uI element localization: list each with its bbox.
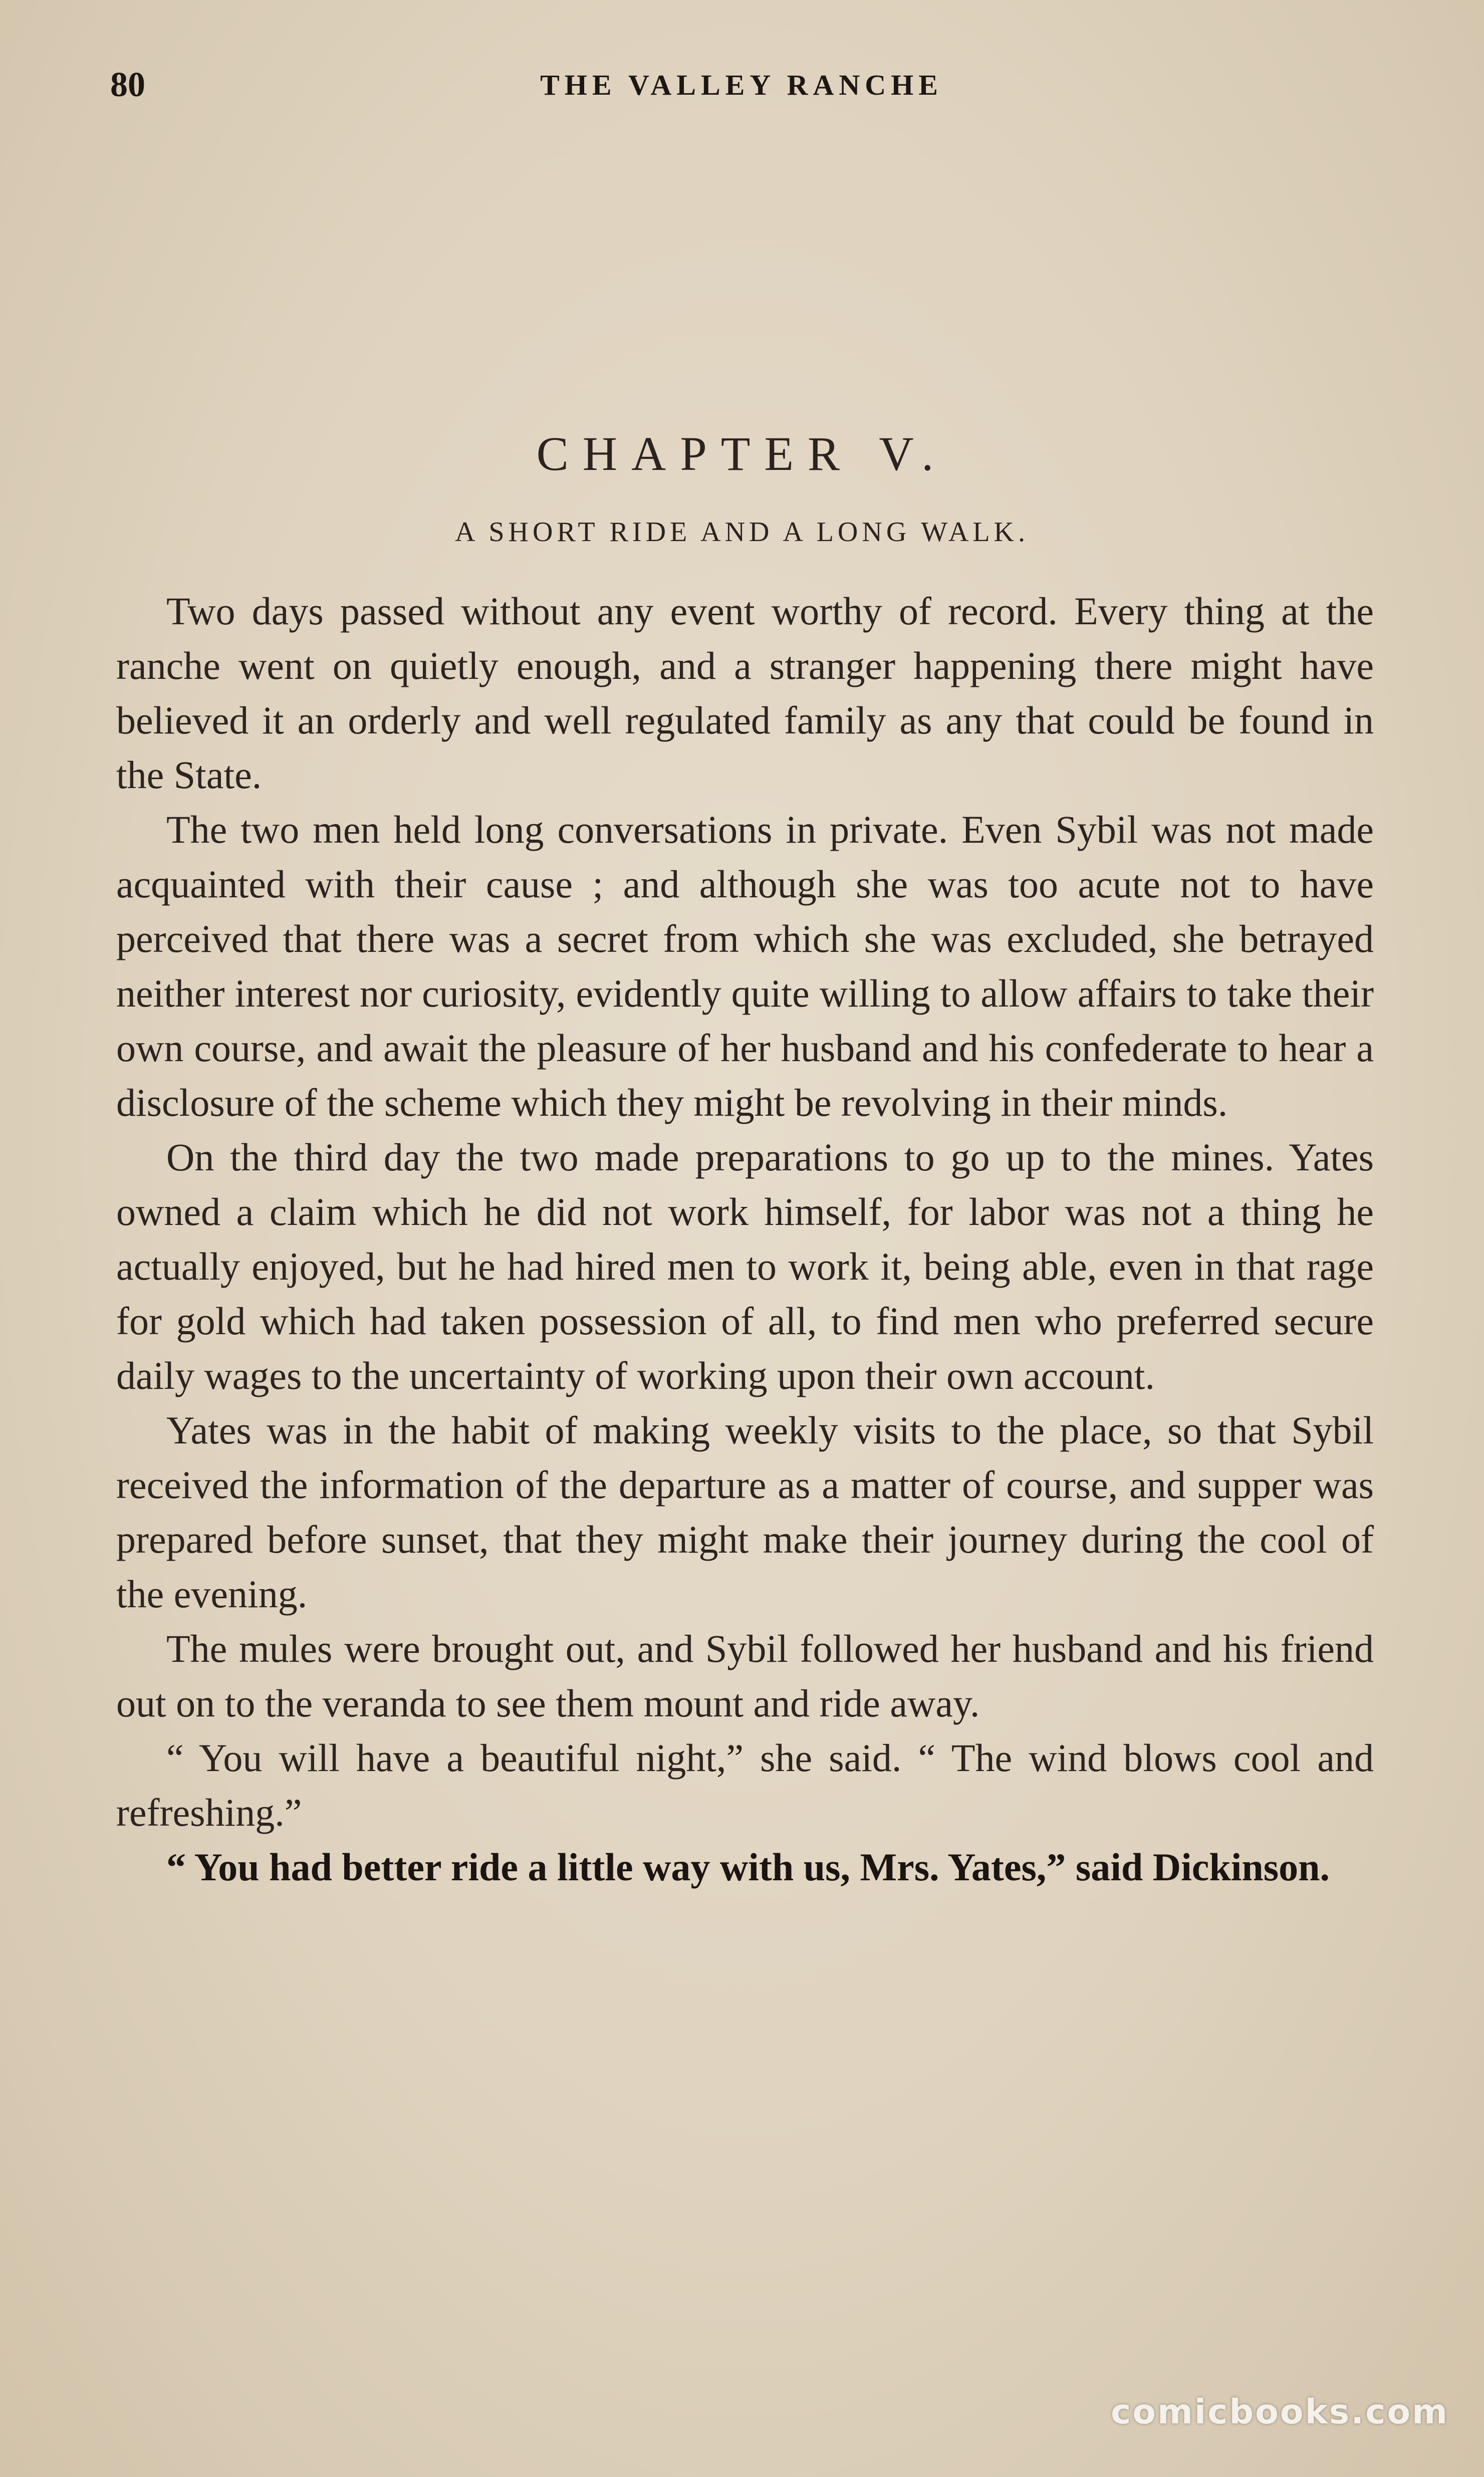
paragraph: “ You will have a beautiful night,” she said. “ The wind blows cool and refreshing.” [116,1736,1374,1834]
chapter-subtitle: A SHORT RIDE AND A LONG WALK. [455,517,1029,548]
chapter-title: CHAPTER V. [536,427,948,480]
paragraph: The two men held long conversations in private. Even Sybil was not made acquainted with their cause ; and although she was too acute not to have perceived that there was a secret from which she was excluded, she betrayed neither interest nor curiosity, evidently quite willing to allow affairs to take their own course, and await the pleasure of her husband and his confederate to hear a disclosure of the scheme which they might be revolving in their minds. [116,808,1374,1124]
paragraph: “ You had better ride a little way with us, Mrs. Yates,” said Dickinson. [166,1845,1330,1889]
paragraph: Yates was in the habit of making weekly visits to the place, so that Sybil received the information of the departure as a matter of course, and supper was prepared before sunset, that they might make their journey during the cool of the evening. [116,1408,1374,1616]
body-text [116,584,1374,1894]
page-number: 80 [110,66,145,104]
watermark: comicbooks.com [1110,2392,1449,2432]
paragraph: The mules were brought out, and Sybil followed her husband and his friend out on to the veranda to see them mount and ride away. [116,1627,1374,1725]
book-title: THE VALLEY RANCHE [540,69,943,101]
paragraph: On the third day the two made preparations to go up to the mines. Yates owned a claim which he did not work himself, for labor was not a thing he actually enjoyed, but he had hired men to work it, being able, even in that rage for gold which had taken possession of all, to find men who preferred secure daily wages to the uncertainty of working upon their own account. [116,1135,1374,1397]
paragraph: Two days passed without any event worthy of record. Every thing at the ranche went on quietly enough, and a stranger happening there might have believed it an orderly and well regulated family as any that could be found in the State. [116,589,1374,797]
running-head [110,65,1373,115]
